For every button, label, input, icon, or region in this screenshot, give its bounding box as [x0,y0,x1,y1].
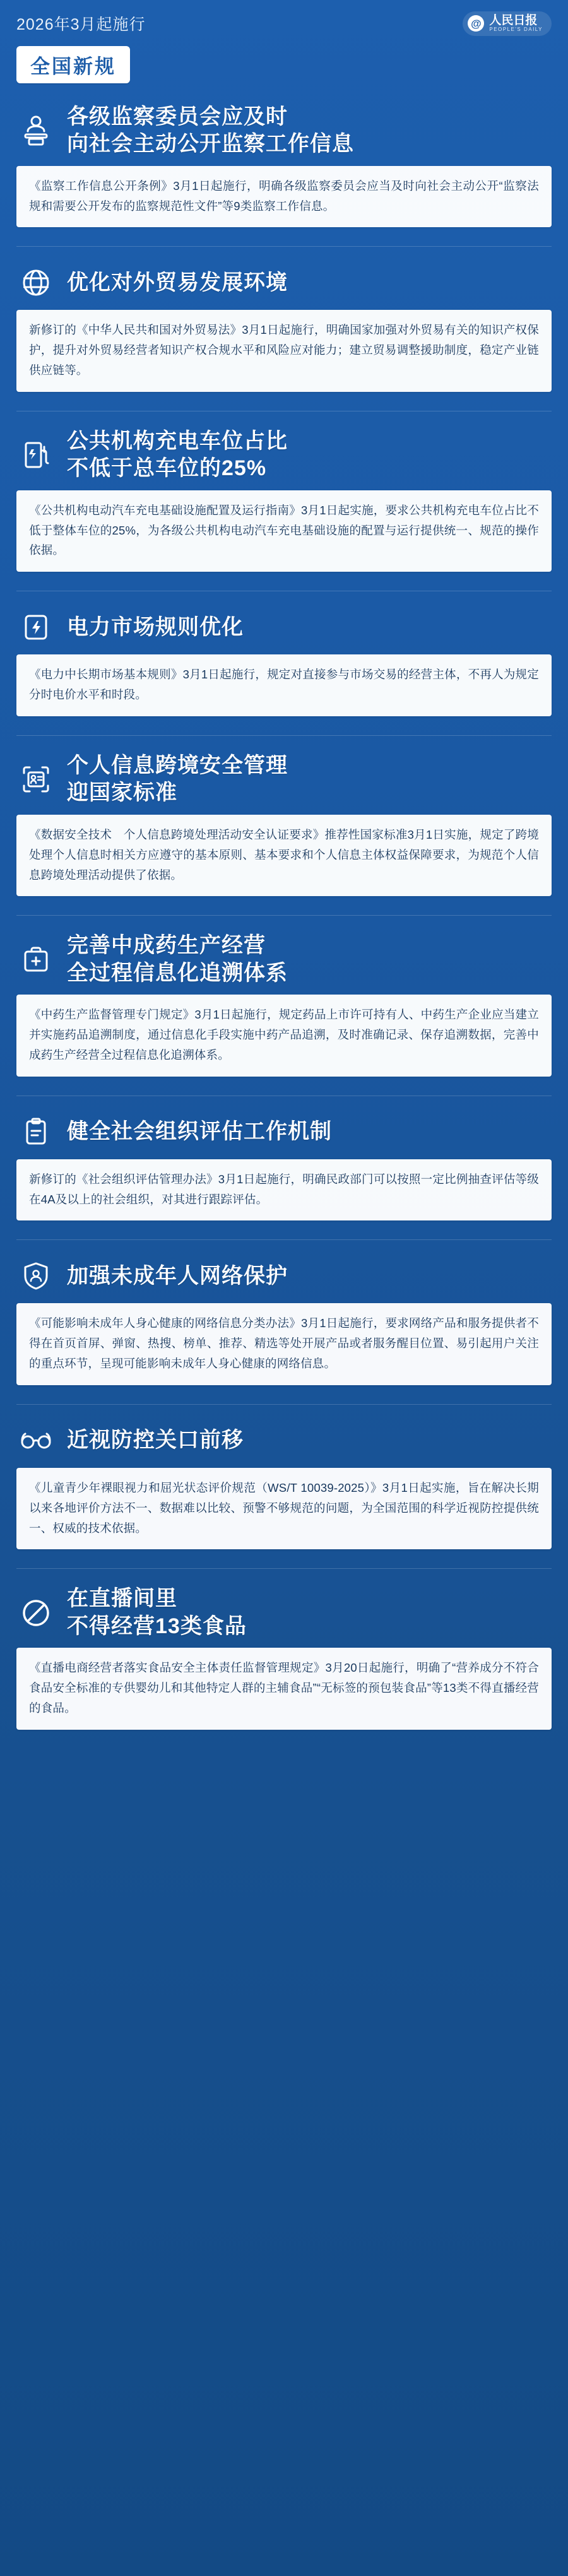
clipboard-check-icon [16,1113,56,1152]
divider [16,246,552,247]
charging-station-icon [16,435,56,475]
news-item-title: 健全社会组织评估工作机制 [67,1120,332,1144]
news-item-body: 《监察工作信息公开条例》3月1日起施行，明确各级监察委员会应当及时向社会主动公开“监察法规和需要公开发布的监察规范性文件”等9类监察工作信息。 [16,166,552,228]
brand-logo [463,11,552,36]
news-item-title: 优化对外贸易发展环境 [67,270,288,295]
news-item-head [0,926,568,995]
news-item-body: 《数据安全技术 个人信息跨境处理活动安全认证要求》推荐性国家标准3月1日实施，规定了跨境处理个人信息时相关方应遵守的基本原则、基本要求和个人信息主体权益保障要求，为规范个人信息跨境处理活动提供了依据。 [16,815,552,896]
news-item-head [0,257,568,310]
news-item [0,95,568,237]
news-item [0,599,568,725]
globe-icon [16,263,56,302]
news-item-body: 《可能影响未成年人身心健康的网络信息分类办法》3月1日起施行，要求网络产品和服务提供者不得在首页首屏、弹窗、热搜、榜单、推荐、精选等处开展产品或者服务醒目位置、易引起用户关注的重点环节，呈现可能影响未成年人身心健康的网络信息。 [16,1303,552,1385]
header-bar [0,0,568,40]
news-item [0,254,568,400]
news-item-head [0,1415,568,1468]
news-item-body: 《直播电商经营者落实食品安全主体责任监督管理规定》3月20日起施行，明确了“营养成分不符合食品安全标准的专供婴幼儿和其他特定人群的主辅食品”“无标签的预包装食品”等13类不得直播经营的食品。 [16,1648,552,1729]
news-item-title: 公共机构充电车位占比 不低于总车位的25% [67,428,288,481]
news-item-head [0,601,568,654]
news-item-body: 新修订的《中华人民共和国对外贸易法》3月1日起施行，明确国家加强对外贸易有关的知识产权保护，提升对外贸易经营者知识产权合规水平和风险应对能力；建立贸易调整援助制度，稳定产业链供应链等。 [16,310,552,391]
news-item-title: 各级监察委员会应及时 向社会主动公开监察工作信息 [67,104,354,157]
inspector-podium-icon [16,111,56,150]
shield-user-icon [16,1256,56,1296]
glasses-icon [16,1421,56,1460]
news-item [0,1576,568,1738]
news-item-title: 在直播间里 不得经营13类食品 [67,1586,247,1638]
id-card-scan-icon [16,760,56,799]
news-item-title: 个人信息跨境安全管理 迎国家标准 [67,753,288,805]
news-item [0,1412,568,1558]
effective-date-label: 2026年3月起施行 [16,16,146,34]
divider [16,735,552,736]
divider [16,915,552,916]
prohibited-icon [16,1593,56,1633]
news-item-title: 近视防控关口前移 [67,1428,244,1453]
brand-name-en: PEOPLE'S DAILY [489,26,543,32]
news-item-body: 《儿童青少年裸眼视力和屈光状态评价规范（WS/T 10039-2025）》3月1日起实施，旨在解决长期以来各地评价方法不一、数据难以比较、预警不够规范的问题，为全国范围的科学近视防控提供统一、权威的技术依据。 [16,1468,552,1549]
news-item-body: 《电力中长期市场基本规则》3月1日起施行，规定对直接参与市场交易的经营主体，不再人为规定分时电价水平和时段。 [16,654,552,716]
at-symbol-icon: @ [468,15,484,32]
news-item-head [0,97,568,166]
news-item-head [0,422,568,490]
news-item-head [0,746,568,815]
divider [16,1404,552,1405]
news-item-head [0,1250,568,1303]
brand-name-cn: 人民日报 [489,14,538,27]
news-item-title: 加强未成年人网络保护 [67,1263,288,1288]
news-item-body: 《中药生产监督管理专门规定》3月1日起施行，规定药品上市许可持有人、中药生产企业应当建立并实施药品追溯制度，通过信息化手段实施中药产品追溯，及时准确记录、保存追溯数据，完善中成药生产经营全过程信息化追溯体系。 [16,995,552,1076]
news-item-head [0,1579,568,1648]
news-item-title: 电力市场规则优化 [67,615,244,639]
lightning-bolt-icon [16,608,56,647]
medicine-bag-icon [16,940,56,979]
news-item [0,419,568,581]
news-item [0,1248,568,1393]
news-item-body: 新修订的《社会组织评估管理办法》3月1日起施行，明确民政部门可以按照一定比例抽查评估等级在4A及以上的社会组织，对其进行跟踪评估。 [16,1159,552,1221]
news-item-head [0,1106,568,1159]
news-item [0,743,568,905]
news-item [0,923,568,1085]
divider [16,1568,552,1569]
news-item [0,1104,568,1230]
news-item-title: 完善中成药生产经营 全过程信息化追溯体系 [67,933,288,985]
page-title: 全国新规 [16,46,130,83]
divider [16,1239,552,1240]
news-item-body: 《公共机构电动汽车充电基础设施配置及运行指南》3月1日起实施，要求公共机构充电车位占比不低于整体车位的25%，为各级公共机构电动汽车充电基础设施的配置与运行提供统一、规范的操作依据。 [16,490,552,572]
